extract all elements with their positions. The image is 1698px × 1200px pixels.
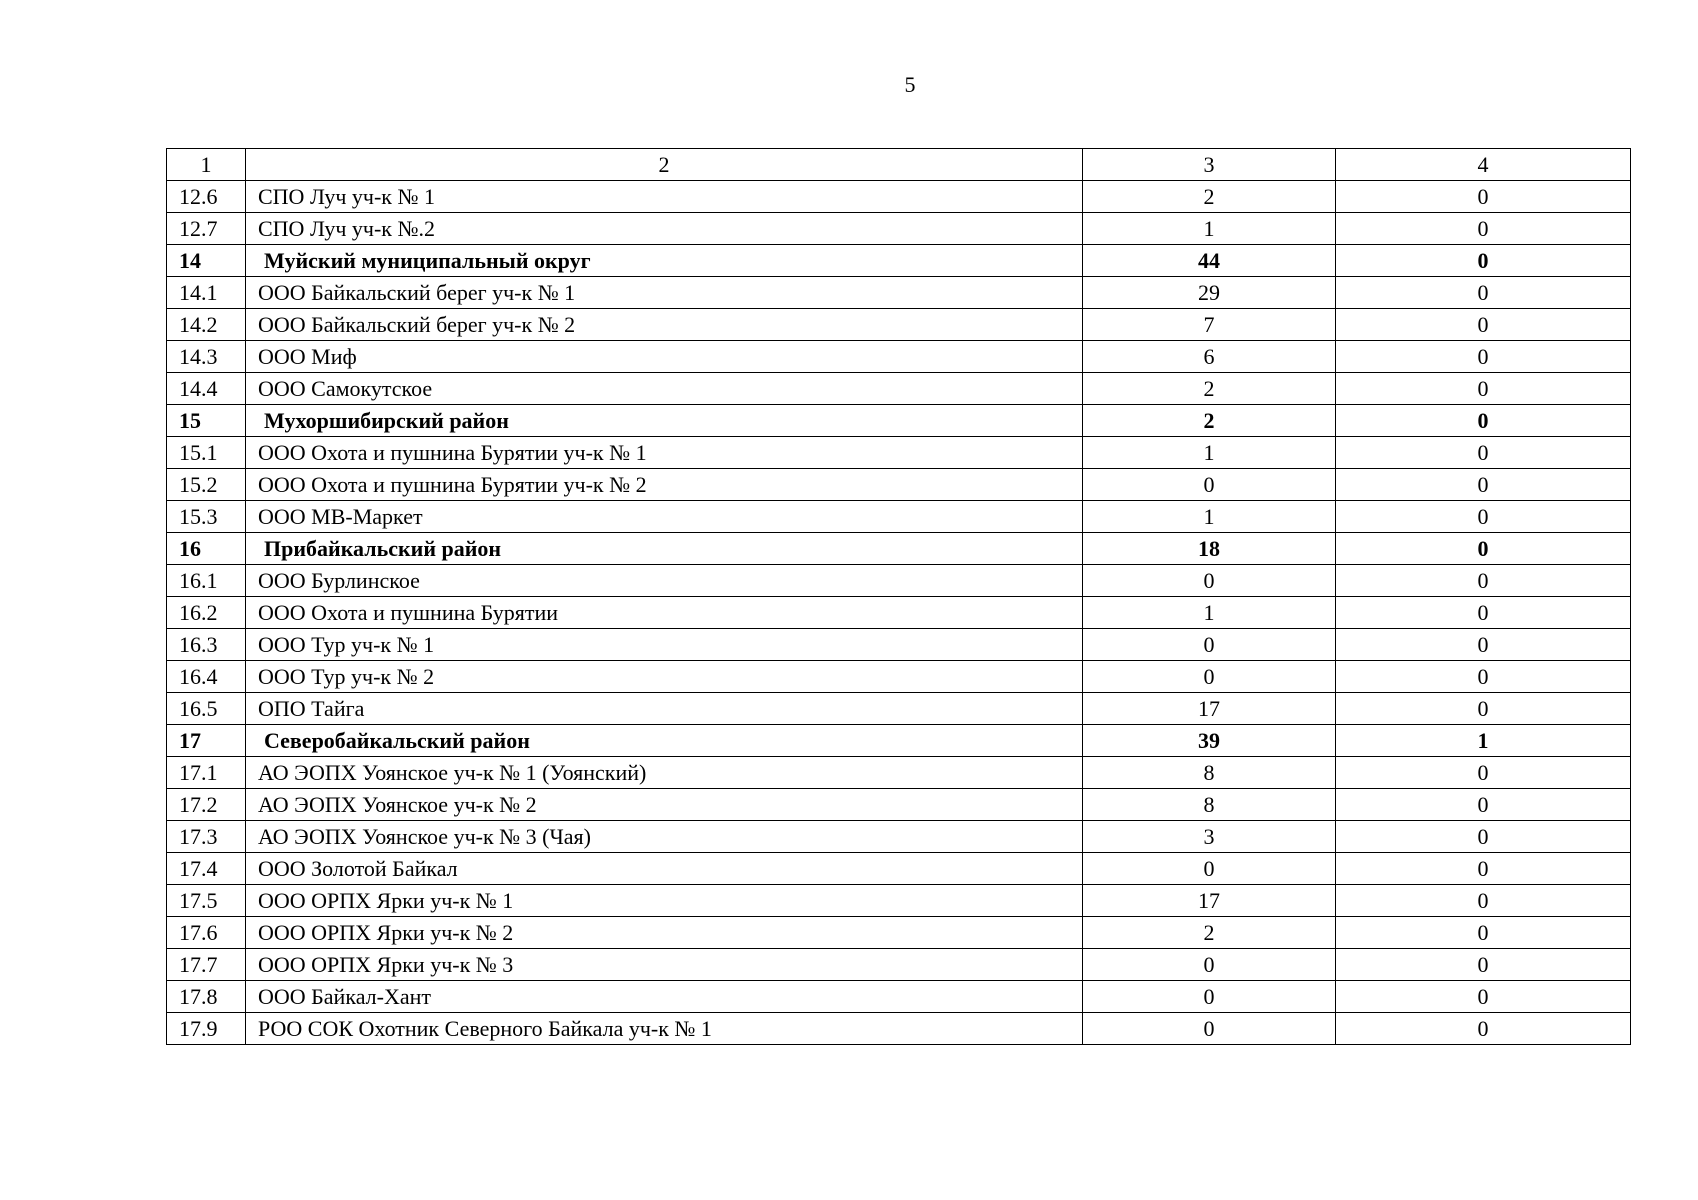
- row-number-cell: 17.9: [167, 1013, 246, 1045]
- table-row: [167, 181, 1631, 213]
- table-row: [167, 341, 1631, 373]
- row-value-col4-cell: 1: [1336, 725, 1631, 757]
- row-value-col3-cell: 0: [1083, 469, 1336, 501]
- row-value-col4-cell: 0: [1336, 981, 1631, 1013]
- row-name-cell: ООО Тур уч-к № 2: [246, 661, 1083, 693]
- table-row: [167, 629, 1631, 661]
- row-name-cell: ООО Байкал-Хант: [246, 981, 1083, 1013]
- row-value-col3-cell: 2: [1083, 373, 1336, 405]
- row-name-cell: ООО Тур уч-к № 1: [246, 629, 1083, 661]
- row-value-col4-cell: 0: [1336, 533, 1631, 565]
- row-name-cell: Северобайкальский район: [246, 725, 1083, 757]
- row-value-col4-cell: 0: [1336, 565, 1631, 597]
- row-number-cell: 12.6: [167, 181, 246, 213]
- table-row: [167, 853, 1631, 885]
- row-number-cell: 17.2: [167, 789, 246, 821]
- row-value-col4-cell: 0: [1336, 469, 1631, 501]
- header-cell-4: 4: [1336, 149, 1631, 181]
- row-number-cell: 16.5: [167, 693, 246, 725]
- table-row: [167, 501, 1631, 533]
- row-number-cell: 14.1: [167, 277, 246, 309]
- row-name-cell: Мухоршибирский район: [246, 405, 1083, 437]
- row-number-cell: 17: [167, 725, 246, 757]
- row-name-cell: ООО Охота и пушнина Бурятии уч-к № 2: [246, 469, 1083, 501]
- row-value-col3-cell: 8: [1083, 757, 1336, 789]
- row-value-col4-cell: 0: [1336, 437, 1631, 469]
- row-name-cell: СПО Луч уч-к № 1: [246, 181, 1083, 213]
- row-name-cell: ООО Байкальский берег уч-к № 2: [246, 309, 1083, 341]
- row-name-cell: АО ЭОПХ Уоянское уч-к № 3 (Чая): [246, 821, 1083, 853]
- table-row: [167, 565, 1631, 597]
- row-name-cell: ООО ОРПХ Ярки уч-к № 3: [246, 949, 1083, 981]
- row-number-cell: 15.3: [167, 501, 246, 533]
- row-number-cell: 17.7: [167, 949, 246, 981]
- table-row: [167, 693, 1631, 725]
- row-value-col3-cell: 0: [1083, 565, 1336, 597]
- row-number-cell: 14.2: [167, 309, 246, 341]
- row-name-cell: Прибайкальский район: [246, 533, 1083, 565]
- row-value-col4-cell: 0: [1336, 821, 1631, 853]
- row-value-col3-cell: 2: [1083, 181, 1336, 213]
- row-value-col3-cell: 0: [1083, 1013, 1336, 1045]
- row-number-cell: 15.2: [167, 469, 246, 501]
- table-group-row: [167, 245, 1631, 277]
- row-name-cell: ООО Самокутское: [246, 373, 1083, 405]
- table-row: [167, 1013, 1631, 1045]
- row-value-col3-cell: 3: [1083, 821, 1336, 853]
- row-value-col4-cell: 0: [1336, 213, 1631, 245]
- row-name-cell: ООО Миф: [246, 341, 1083, 373]
- row-number-cell: 16: [167, 533, 246, 565]
- table-group-row: [167, 533, 1631, 565]
- row-value-col3-cell: 0: [1083, 853, 1336, 885]
- row-number-cell: 15: [167, 405, 246, 437]
- table-row: [167, 213, 1631, 245]
- table-row: [167, 469, 1631, 501]
- header-cell-3: 3: [1083, 149, 1336, 181]
- header-cell-1: 1: [167, 149, 246, 181]
- table-row: [167, 757, 1631, 789]
- row-name-cell: ООО ОРПХ Ярки уч-к № 2: [246, 917, 1083, 949]
- row-value-col4-cell: 0: [1336, 917, 1631, 949]
- row-name-cell: ООО МВ-Маркет: [246, 501, 1083, 533]
- table-row: [167, 885, 1631, 917]
- row-value-col3-cell: 17: [1083, 693, 1336, 725]
- table-row: [167, 373, 1631, 405]
- row-name-cell: ООО Байкальский берег уч-к № 1: [246, 277, 1083, 309]
- row-value-col3-cell: 8: [1083, 789, 1336, 821]
- row-name-cell: Муйский муниципальный округ: [246, 245, 1083, 277]
- row-value-col4-cell: 0: [1336, 661, 1631, 693]
- row-value-col4-cell: 0: [1336, 405, 1631, 437]
- row-value-col4-cell: 0: [1336, 949, 1631, 981]
- row-number-cell: 17.1: [167, 757, 246, 789]
- row-value-col3-cell: 29: [1083, 277, 1336, 309]
- row-value-col3-cell: 1: [1083, 597, 1336, 629]
- row-value-col4-cell: 0: [1336, 309, 1631, 341]
- row-name-cell: ООО ОРПХ Ярки уч-к № 1: [246, 885, 1083, 917]
- row-name-cell: ОПО Тайга: [246, 693, 1083, 725]
- row-value-col3-cell: 39: [1083, 725, 1336, 757]
- row-value-col4-cell: 0: [1336, 757, 1631, 789]
- table-row: [167, 437, 1631, 469]
- row-value-col4-cell: 0: [1336, 341, 1631, 373]
- table-row: [167, 597, 1631, 629]
- row-number-cell: 17.3: [167, 821, 246, 853]
- row-value-col3-cell: 0: [1083, 661, 1336, 693]
- table-group-row: [167, 405, 1631, 437]
- row-name-cell: АО ЭОПХ Уоянское уч-к № 1 (Уоянский): [246, 757, 1083, 789]
- table-body: [167, 149, 1631, 1045]
- table-row: [167, 917, 1631, 949]
- row-value-col4-cell: 0: [1336, 853, 1631, 885]
- row-value-col4-cell: 0: [1336, 789, 1631, 821]
- row-number-cell: 17.5: [167, 885, 246, 917]
- row-value-col4-cell: 0: [1336, 693, 1631, 725]
- row-name-cell: ООО Золотой Байкал: [246, 853, 1083, 885]
- row-value-col4-cell: 0: [1336, 181, 1631, 213]
- row-value-col3-cell: 0: [1083, 981, 1336, 1013]
- row-value-col3-cell: 1: [1083, 213, 1336, 245]
- table-row: [167, 309, 1631, 341]
- row-value-col4-cell: 0: [1336, 373, 1631, 405]
- row-value-col3-cell: 2: [1083, 917, 1336, 949]
- row-number-cell: 17.4: [167, 853, 246, 885]
- table-row: [167, 821, 1631, 853]
- header-cell-2: 2: [246, 149, 1083, 181]
- row-number-cell: 17.6: [167, 917, 246, 949]
- table-group-row: [167, 725, 1631, 757]
- row-number-cell: 16.2: [167, 597, 246, 629]
- row-name-cell: РОО СОК Охотник Северного Байкала уч-к № 1: [246, 1013, 1083, 1045]
- row-name-cell: СПО Луч уч-к №.2: [246, 213, 1083, 245]
- row-number-cell: 14.4: [167, 373, 246, 405]
- row-value-col3-cell: 17: [1083, 885, 1336, 917]
- row-value-col4-cell: 0: [1336, 277, 1631, 309]
- row-number-cell: 17.8: [167, 981, 246, 1013]
- table-row: [167, 981, 1631, 1013]
- row-value-col3-cell: 0: [1083, 629, 1336, 661]
- row-number-cell: 14: [167, 245, 246, 277]
- row-number-cell: 14.3: [167, 341, 246, 373]
- table-row: [167, 789, 1631, 821]
- row-value-col3-cell: 2: [1083, 405, 1336, 437]
- row-name-cell: ООО Охота и пушнина Бурятии уч-к № 1: [246, 437, 1083, 469]
- row-value-col4-cell: 0: [1336, 885, 1631, 917]
- row-number-cell: 12.7: [167, 213, 246, 245]
- row-name-cell: ООО Бурлинское: [246, 565, 1083, 597]
- data-table: [166, 148, 1631, 1045]
- row-number-cell: 16.4: [167, 661, 246, 693]
- row-value-col3-cell: 44: [1083, 245, 1336, 277]
- row-value-col4-cell: 0: [1336, 1013, 1631, 1045]
- table-row: [167, 661, 1631, 693]
- row-number-cell: 15.1: [167, 437, 246, 469]
- row-name-cell: АО ЭОПХ Уоянское уч-к № 2: [246, 789, 1083, 821]
- row-value-col4-cell: 0: [1336, 245, 1631, 277]
- row-value-col4-cell: 0: [1336, 597, 1631, 629]
- row-value-col3-cell: 0: [1083, 949, 1336, 981]
- table-row: [167, 277, 1631, 309]
- row-number-cell: 16.3: [167, 629, 246, 661]
- page-number: 5: [904, 72, 916, 97]
- row-number-cell: 16.1: [167, 565, 246, 597]
- row-value-col4-cell: 0: [1336, 501, 1631, 533]
- row-value-col3-cell: 18: [1083, 533, 1336, 565]
- row-value-col3-cell: 6: [1083, 341, 1336, 373]
- row-value-col3-cell: 1: [1083, 501, 1336, 533]
- table-header-row: [167, 149, 1631, 181]
- table-row: [167, 949, 1631, 981]
- row-value-col3-cell: 7: [1083, 309, 1336, 341]
- row-value-col3-cell: 1: [1083, 437, 1336, 469]
- row-value-col4-cell: 0: [1336, 629, 1631, 661]
- row-name-cell: ООО Охота и пушнина Бурятии: [246, 597, 1083, 629]
